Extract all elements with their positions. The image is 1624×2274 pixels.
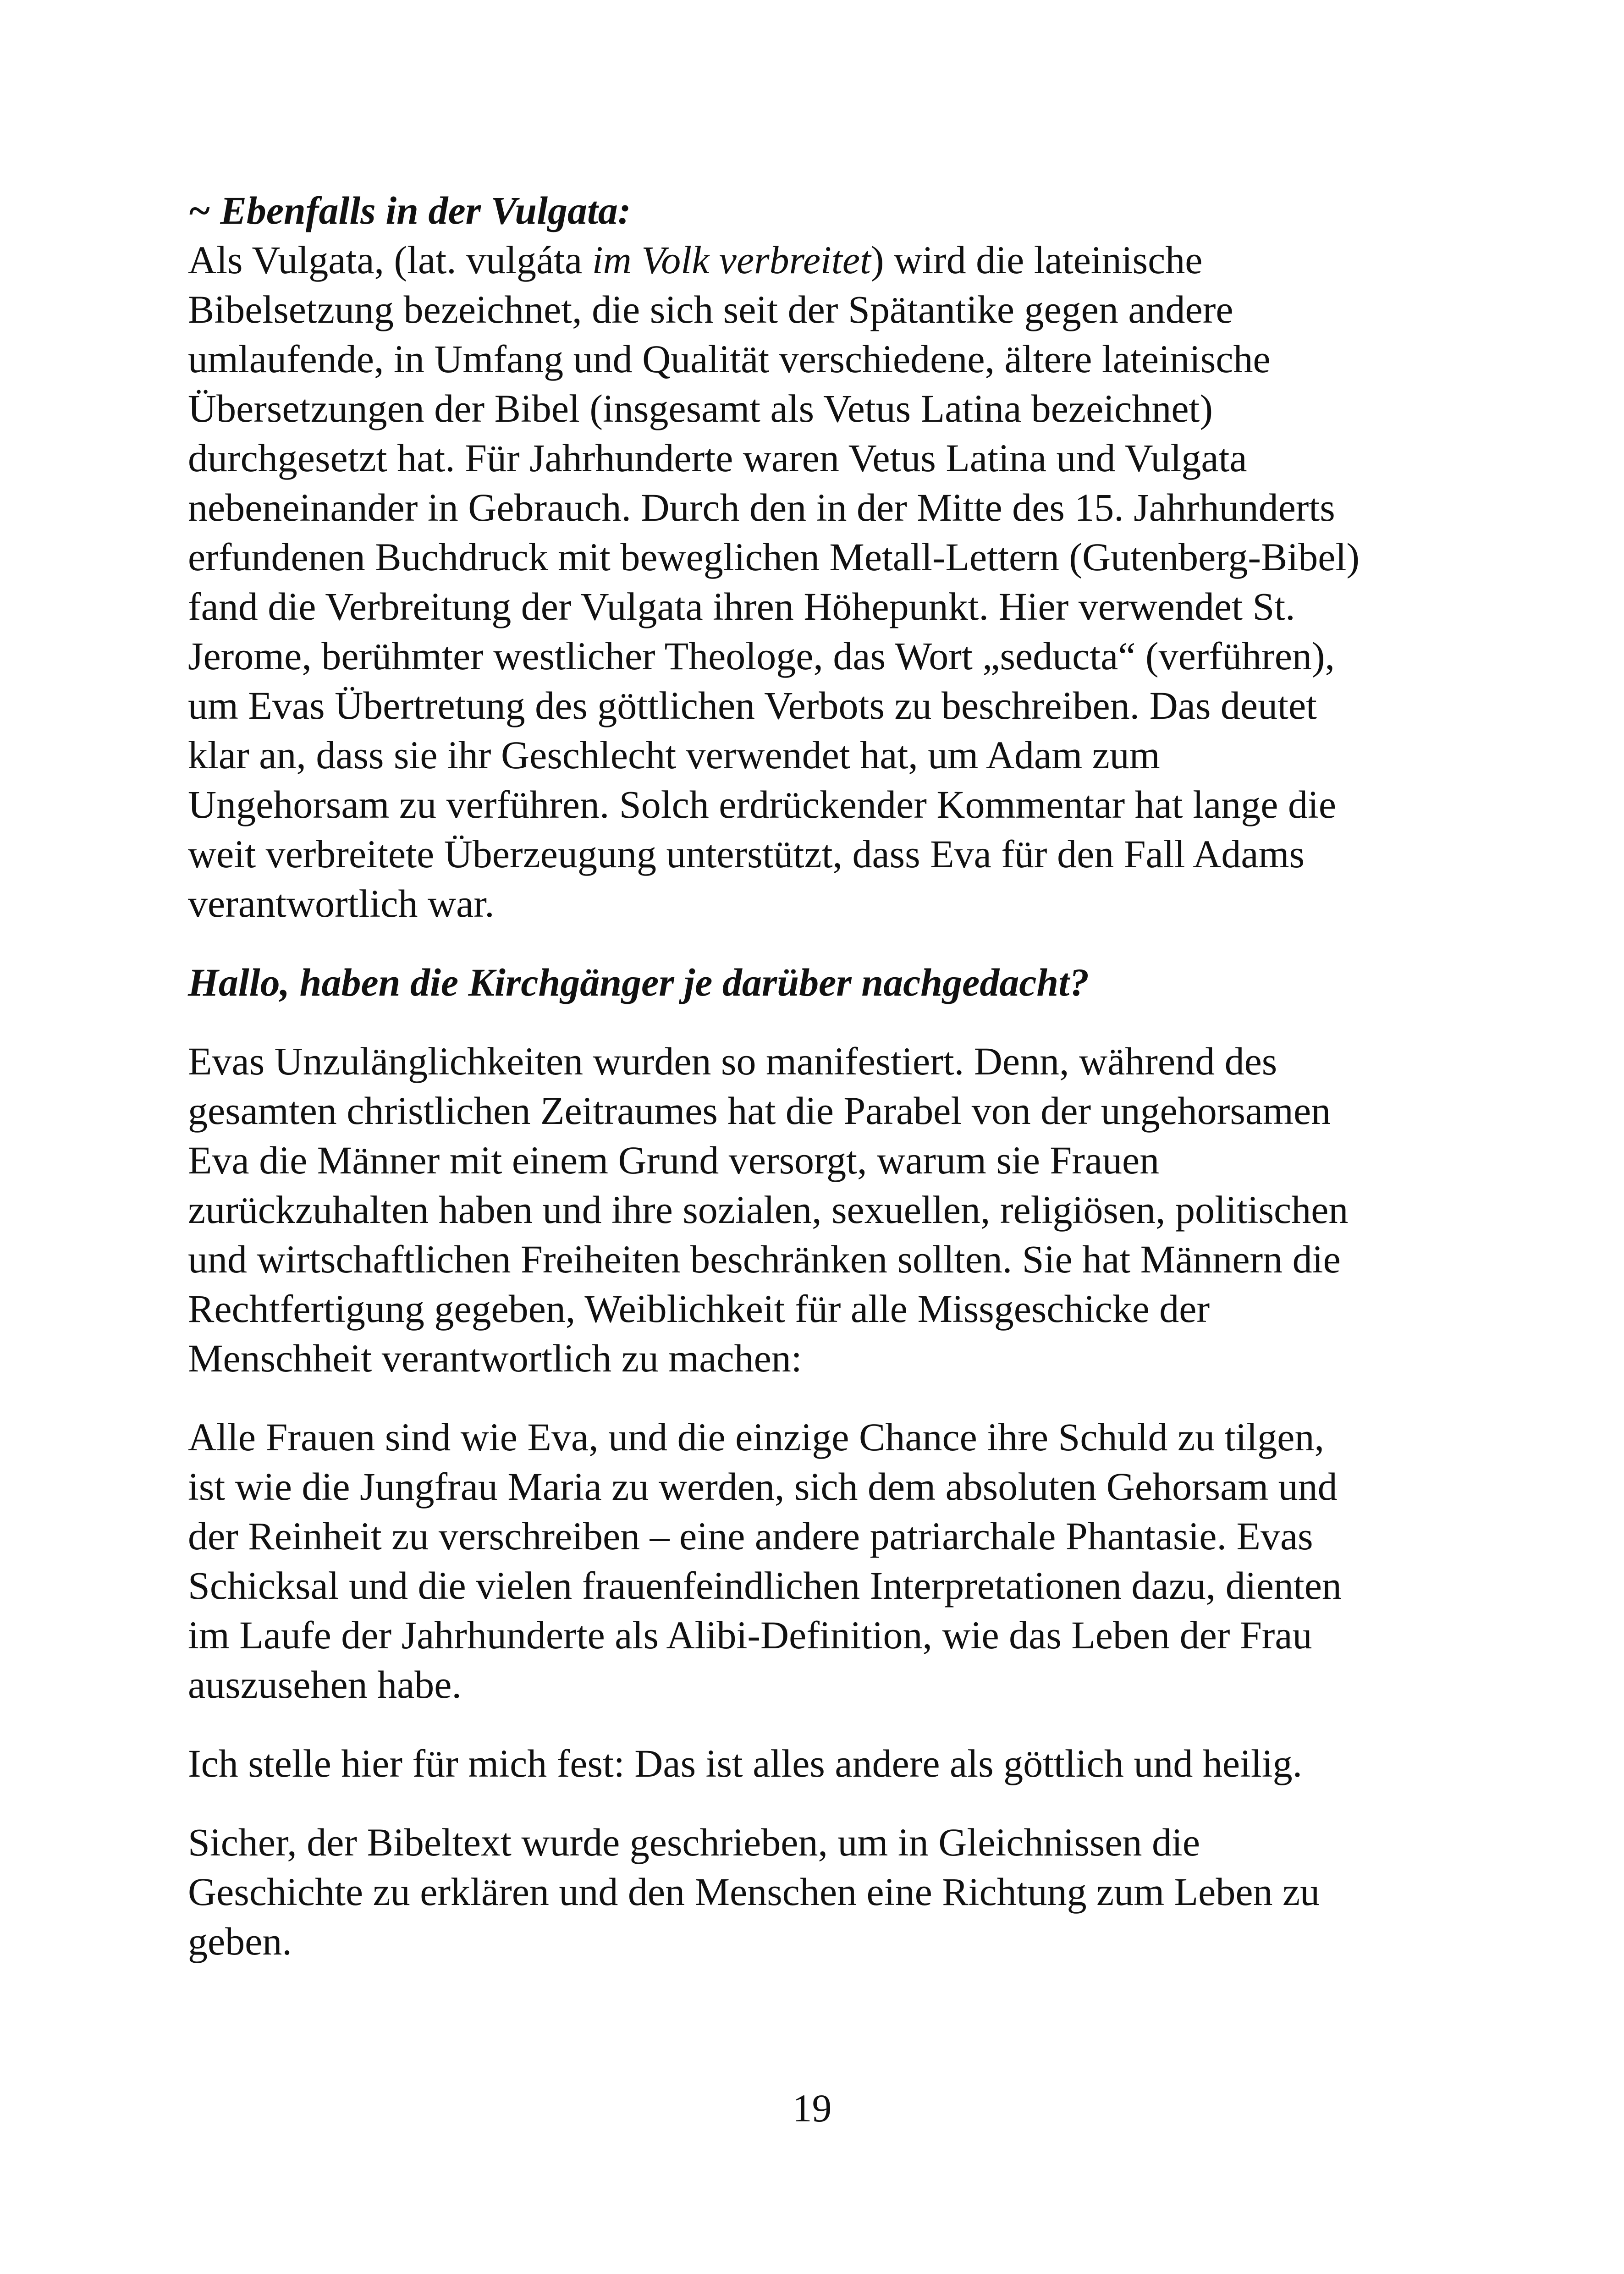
paragraph-line: ist wie die Jungfrau Maria zu werden, sich dem absoluten Gehorsam und — [188, 1465, 1338, 1509]
paragraph-spacer — [188, 1709, 1453, 1739]
paragraph-line: zurückzuhalten haben und ihre sozialen, sexuellen, religiösen, politischen — [188, 1188, 1349, 1232]
paragraph-line: durchgesetzt hat. Für Jahrhunderte waren Vetus Latina und Vulgata — [188, 436, 1247, 480]
page-number: 19 — [792, 2086, 832, 2130]
page-content — [188, 186, 1453, 1966]
paragraph-line: Übersetzungen der Bibel (insgesamt als Vetus Latina bezeichnet) — [188, 386, 1213, 430]
paragraph-line: und wirtschaftlichen Freiheiten beschränken sollten. Sie hat Männern die — [188, 1237, 1341, 1281]
paragraph-spacer — [188, 1007, 1453, 1036]
paragraph-line: Jerome, berühmter westlicher Theologe, das Wort „seducta“ (verführen), — [188, 634, 1335, 678]
paragraph-line: verantwortlich war. — [188, 881, 495, 925]
paragraph-line: auszusehen habe. — [188, 1663, 462, 1707]
paragraph-line: umlaufende, in Umfang und Qualität verschiedene, ältere lateinische — [188, 337, 1271, 381]
paragraph-line: Rechtfertigung gegeben, Weiblichkeit für alle Missgeschicke der — [188, 1287, 1210, 1331]
paragraph-line: gesamten christlichen Zeitraumes hat die Parabel von der ungehorsamen — [188, 1089, 1331, 1133]
paragraph-line — [188, 235, 1453, 285]
section-heading-question: Hallo, haben die Kirchgänger je darüber nachgedacht? — [188, 960, 1090, 1004]
paragraph-line: Evas Unzulänglichkeiten wurden so manifestiert. Denn, während des — [188, 1039, 1277, 1083]
paragraph-line: um Evas Übertretung des göttlichen Verbots zu beschreiben. Das deutet — [188, 683, 1317, 727]
paragraph-line: im Laufe der Jahrhunderte als Alibi-Definition, wie das Leben der Frau — [188, 1613, 1312, 1657]
paragraph-line: weit verbreitete Überzeugung unterstützt, dass Eva für den Fall Adams — [188, 832, 1305, 876]
paragraph-line: fand die Verbreitung der Vulgata ihren Höhepunkt. Hier verwendet St. — [188, 584, 1295, 628]
paragraph-spacer — [188, 1383, 1453, 1412]
paragraph-line: nebeneinander in Gebrauch. Durch den in der Mitte des 15. Jahrhunderts — [188, 485, 1335, 529]
paragraph-line: erfundenen Buchdruck mit beweglichen Metall-Lettern (Gutenberg-Bibel) — [188, 535, 1360, 579]
paragraph-spacer — [188, 928, 1453, 958]
paragraph-line: Ich stelle hier für mich fest: Das ist alles andere als göttlich und heilig. — [188, 1741, 1303, 1785]
section-heading-vulgata: ~ Ebenfalls in der Vulgata: — [188, 188, 631, 232]
paragraph-line: Sicher, der Bibeltext wurde geschrieben, um in Gleichnissen die — [188, 1820, 1200, 1864]
paragraph-line: geben. — [188, 1919, 292, 1963]
text-run: Als Vulgata, (lat. vulgáta — [188, 238, 592, 282]
paragraph-spacer — [188, 1788, 1453, 1817]
paragraph-line: Eva die Männer mit einem Grund versorgt, warum sie Frauen — [188, 1138, 1160, 1182]
paragraph-line: der Reinheit zu verschreiben – eine andere patriarchale Phantasie. Evas — [188, 1514, 1313, 1558]
text-run: ) wird die lateinische — [870, 238, 1203, 282]
paragraph-line: Schicksal und die vielen frauenfeindlichen Interpretationen dazu, dienten — [188, 1564, 1342, 1608]
paragraph-line: Bibelsetzung bezeichnet, die sich seit der Spätantike gegen andere — [188, 287, 1233, 331]
italic-text-run: im Volk verbreitet — [592, 238, 871, 282]
paragraph-line: Menschheit verantwortlich zu machen: — [188, 1336, 802, 1380]
paragraph-line: klar an, dass sie ihr Geschlecht verwendet hat, um Adam zum — [188, 733, 1160, 777]
paragraph-line: Geschichte zu erklären und den Menschen eine Richtung zum Leben zu — [188, 1870, 1320, 1914]
paragraph-line: Alle Frauen sind wie Eva, und die einzige Chance ihre Schuld zu tilgen, — [188, 1415, 1324, 1459]
paragraph-line: Ungehorsam zu verführen. Solch erdrückender Kommentar hat lange die — [188, 782, 1337, 826]
